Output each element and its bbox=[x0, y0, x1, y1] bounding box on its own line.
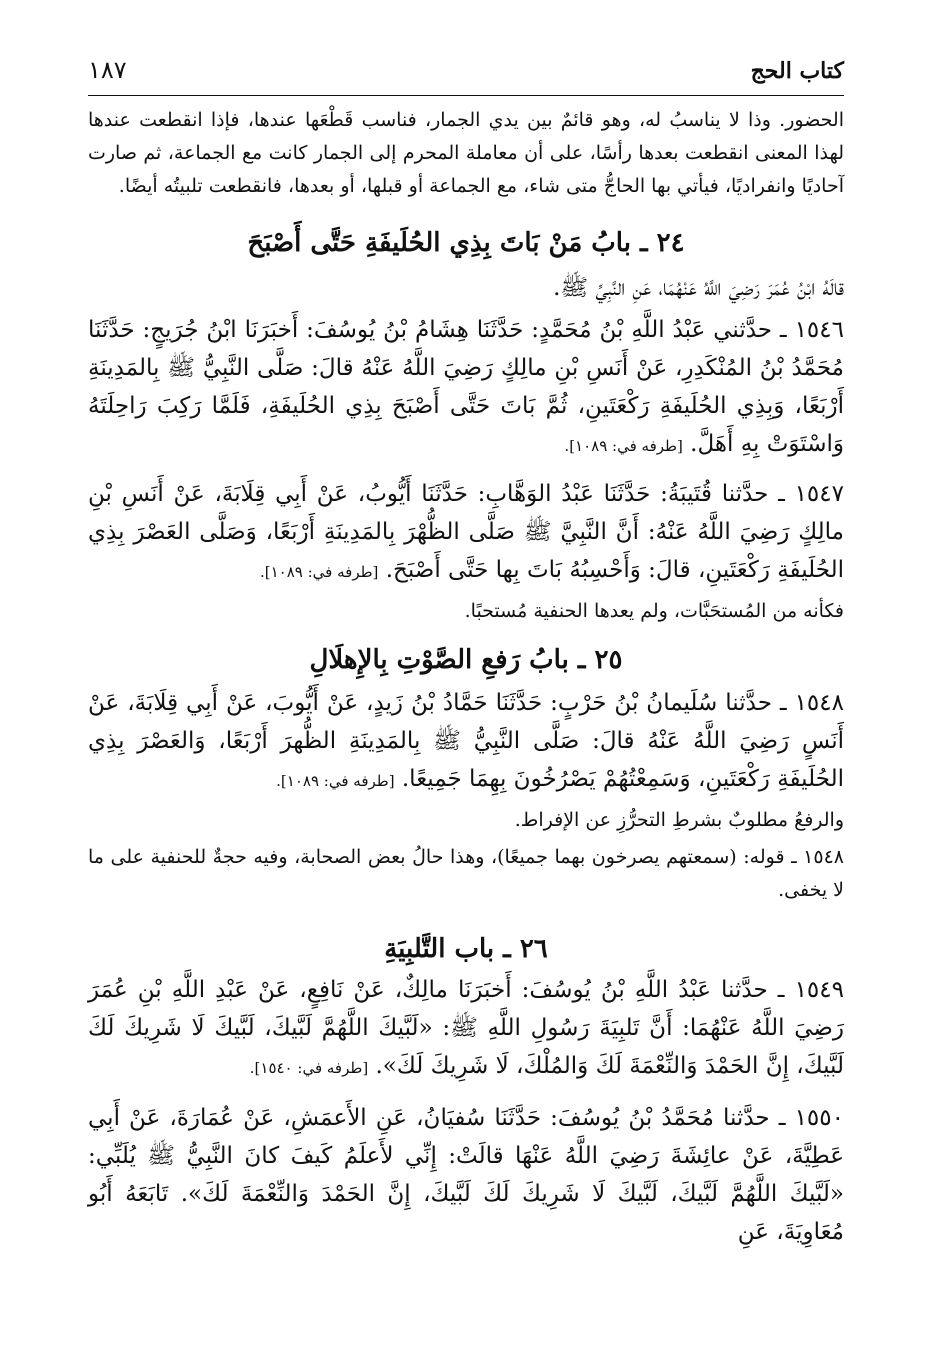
hadith-text: ١٥٤٨ ـ حدَّثنا سُلَيمانُ بْنُ حَرْبٍ: حَدَّثَنَا حَمَّادُ بْنُ زَيدٍ، عَنْ أَيُّوبَ، عَنْ أَبِي قِلَابَةَ، عَنْ أَنَسٍ رَضِيَ اللَّهُ عَنْهُ قالَ: صَلَّى النَّبِيُّ ﷺ بِالمَدِينَةِ الظُّهرَ أَرْبَعًا، وَالعَصْرَ بِذِي الحُلَيفَةِ رَكْعَتَينِ، وَسَمِعْتُهُمْ يَصْرُخُونَ بِهِمَا جَمِيعًا. bbox=[88, 690, 844, 792]
page-body bbox=[88, 104, 844, 1251]
commentary-paragraph: فكأنه من المُستحَبَّات، ولم يعدها الحنفية مُستحبًا. bbox=[464, 600, 844, 622]
header-divider bbox=[88, 95, 844, 96]
commentary-paragraph: الحضور. وذا لا يناسبُ له، وهو قائمٌ بين يدي الجمار، فناسب قَطْعَها عندها، فإذا انقطعت عندها لهذا المعنى انقطعت بعدها رأسًا، على أن معاملة المحرم إلى الجمار كانت مع الجماعة، ثم صارت آحاديًا وانفراديًا، فيأتي بها الحاجُّ متى شاء، مع الجماعة أو قبلها، أو بعدها، فانقطعت تلبيتُه أيضًا. bbox=[88, 109, 844, 197]
chapter-heading: ٢٥ ـ بابُ رَفعِ الصَّوْتِ بِالإِهلَالِ bbox=[309, 645, 623, 675]
hadith-paragraph: ١٥٥٠ ـ حدَّثنا مُحَمَّدُ بْنُ يُوسُفَ: حَدَّثَنَا سُفيَانُ، عَنِ الأَعمَشِ، عَنْ عُمَارَةَ، عَنْ أَبِي عَطِيَّةَ، عَنْ عائِشَةَ رَضِيَ اللَّهُ عَنْهَا قالَتْ: إِنِّي لأَعلَمُ كَيفَ كانَ النَّبِيُّ ﷺ يُلَبِّي: «لَبَّيكَ اللَّهُمَّ لَبَّيكَ، لَبَّيكَ لَا شَرِيكَ لَكَ لَبَّيكَ، إِنَّ الحَمْدَ وَالنِّعْمَةَ لَكَ». تَابَعَهُ أَبُو مُعَاوِيَةَ، عَنِ bbox=[88, 1105, 844, 1245]
commentary-paragraph: ١٥٤٨ ـ قوله: (سمعتهم يصرخون بهما جميعًا)، وهذا حالُ بعض الصحابة، وفيه حجةٌ للحنفية على ما لا يخفى. bbox=[88, 846, 844, 901]
hadith-paragraph bbox=[88, 971, 844, 1087]
cross-reference: [طرفه في: ١٠٨٩]. bbox=[276, 772, 395, 790]
hadith-paragraph bbox=[88, 475, 844, 591]
page-header bbox=[88, 52, 844, 92]
hadith-paragraph bbox=[88, 311, 844, 465]
hadith-paragraph: قالَهُ ابْنُ عُمَرَ رَضِيَ اللَّهُ عَنْهُمَا، عَنِ النَّبِيِّ ﷺ. bbox=[553, 275, 844, 301]
cross-reference: [طرفه في: ١٠٨٩]. bbox=[259, 563, 379, 581]
hadith-paragraph bbox=[88, 684, 844, 800]
hadith-text: ١٥٤٦ ـ حدَّثني عَبْدُ اللَّهِ بْنُ مُحَمَّدٍ: حَدَّثَنَا هِشَامُ بْنُ يُوسُفَ: أَخبَرَنَا ابْنُ جُرَيجٍ: حَدَّثَنَا مُحَمَّدُ بْنُ المُنْكَدِرِ، عَنْ أَنَسِ بْنِ مالِكٍ رَضِيَ اللَّهُ عَنْهُ قالَ: صَلَّى النَّبِيُّ ﷺ بِالمَدِينَةِ أَرْبَعًا، وَبِذِي الحُلَيفَةِ رَكْعَتَينِ، ثُمَّ بَاتَ حَتَّى أَصْبَحَ بِذِي الحُلَيفَةِ، فَلَمَّا رَكِبَ رَاحِلَتَهُ وَاسْتَوَتْ بِهِ أَهَلَّ. bbox=[88, 317, 844, 457]
book-title: كتاب الحج bbox=[750, 58, 844, 84]
page-number: ١٨٧ bbox=[88, 56, 127, 84]
hadith-text: ١٥٤٧ ـ حدَّثنا قُتَيبَةُ: حَدَّثَنَا عَبْدُ الوَهَّابِ: حَدَّثَنَا أَيُّوبُ، عَنْ أَبِي قِلَابَةَ، عَنْ أَنَسِ بْنِ مالِكٍ رَضِيَ اللَّهُ عَنْهُ: أَنَّ النَّبِيَّ ﷺ صَلَّى الظُّهْرَ بِالمَدِينَةِ أَرْبَعًا، وَصَلَّى العَصْرَ بِذِي الحُلَيفَةِ رَكْعَتَينِ، قالَ: وَأَحْسِبُهُ بَاتَ بِها حَتَّى أَصْبَحَ. bbox=[88, 481, 844, 583]
cross-reference: [طرفه في: ١٥٤٠]. bbox=[249, 1059, 369, 1077]
chapter-heading: ٢٤ ـ بابُ مَنْ بَاتَ بِذِي الحُلَيفَةِ حَتَّى أَصْبَحَ bbox=[247, 228, 685, 258]
chapter-heading: ٢٦ ـ باب التَّلبِيَةِ bbox=[384, 934, 548, 964]
hadith-text: ١٥٤٩ ـ حدَّثنا عَبْدُ اللَّهِ بْنُ يُوسُفَ: أَخبَرَنَا مالِكٌ، عَنْ نَافِعٍ، عَنْ عَبْدِ اللَّهِ بْنِ عُمَرَ رَضِيَ اللَّهُ عَنْهُمَا: أَنَّ تَلبِيَةَ رَسُولِ اللَّهِ ﷺ: «لَبَّيكَ اللَّهُمَّ لَبَّيكَ، لَبَّيكَ لَا شَرِيكَ لَكَ لَبَّيكَ، إِنَّ الحَمْدَ وَالنِّعْمَةَ لَكَ وَالمُلْكَ، لَا شَرِيكَ لَكَ». bbox=[88, 977, 844, 1079]
commentary-paragraph: والرفعُ مطلوبٌ بشرطِ التحرُّزِ عن الإفراط. bbox=[514, 809, 844, 831]
cross-reference: [طرفه في: ١٠٨٩]. bbox=[564, 437, 683, 455]
